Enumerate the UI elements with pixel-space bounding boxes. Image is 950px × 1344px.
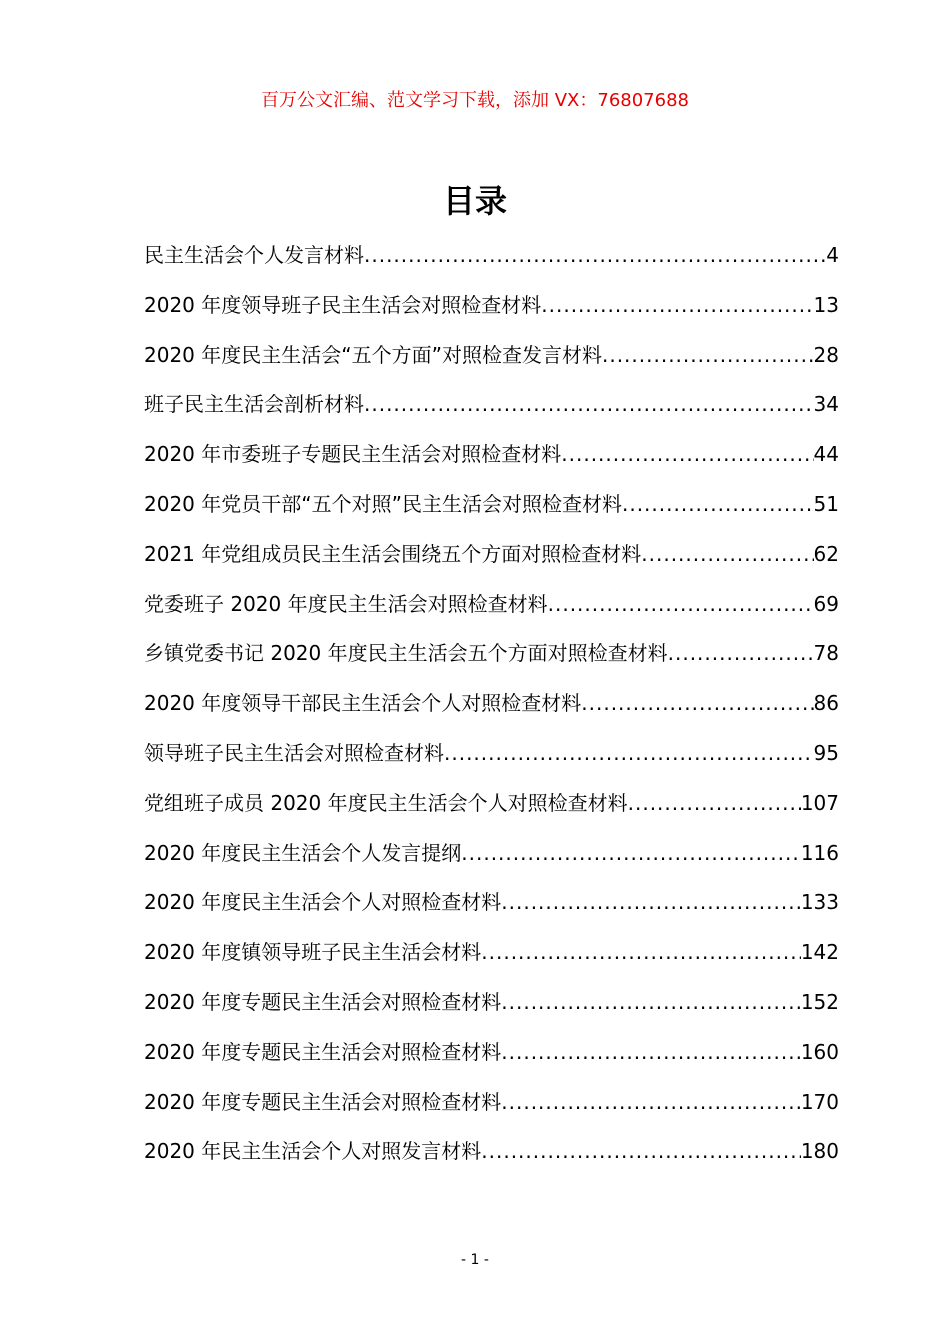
promo-header: 百万公文汇编、范文学习下载，添加 VX：76807688	[261, 90, 689, 111]
toc-entry-page: 28	[813, 342, 839, 367]
toc-entry-page: 170	[800, 1089, 839, 1114]
toc-dot-leader	[561, 435, 813, 473]
toc-entry[interactable]	[144, 286, 839, 336]
toc-dot-leader	[501, 883, 801, 921]
toc-dot-leader	[548, 585, 814, 623]
toc-dot-leader	[501, 1083, 801, 1121]
toc-entry-page: 133	[800, 890, 839, 915]
toc-entry[interactable]	[144, 684, 839, 734]
toc-entry-title: 2020 年市委班子专题民主生活会对照检查材料	[144, 442, 562, 467]
toc-entry-page: 86	[813, 691, 839, 716]
toc-entry[interactable]	[144, 236, 839, 286]
toc-entry[interactable]	[144, 485, 839, 535]
toc-entry-title: 2020 年党员干部“五个对照”民主生活会对照检查材料	[144, 491, 622, 516]
toc-entry-page: 34	[813, 392, 839, 417]
toc-entry-page: 78	[813, 641, 839, 666]
toc-entry[interactable]	[144, 933, 839, 983]
toc-dot-leader	[364, 236, 826, 274]
toc-entry[interactable]	[144, 585, 839, 635]
toc-entry[interactable]	[144, 435, 839, 485]
toc-entry[interactable]	[144, 1083, 839, 1133]
toc-entry-title: 2020 年度领导班子民主生活会对照检查材料	[144, 292, 542, 317]
toc-entry[interactable]	[144, 734, 839, 784]
page-number: - 1 -	[461, 1252, 489, 1268]
toc-entry-page: 13	[813, 292, 839, 317]
table-of-contents	[144, 236, 839, 1182]
toc-entry-page: 95	[813, 740, 839, 765]
toc-dot-leader	[481, 933, 801, 971]
toc-entry-title: 民主生活会个人发言材料	[144, 243, 364, 267]
toc-entry-title: 乡镇党委书记 2020 年度民主生活会五个方面对照检查材料	[144, 641, 668, 666]
toc-dot-leader	[444, 734, 814, 772]
toc-entry[interactable]	[144, 883, 839, 933]
toc-entry-title: 2020 年度民主生活会“五个方面”对照检查发言材料	[144, 342, 602, 367]
toc-dot-leader	[581, 684, 813, 722]
toc-entry-page: 107	[800, 790, 839, 815]
toc-entry[interactable]	[144, 834, 839, 884]
toc-entry-title: 2020 年民主生活会个人对照发言材料	[144, 1139, 482, 1164]
toc-entry[interactable]	[144, 535, 839, 585]
toc-dot-leader	[641, 535, 813, 573]
toc-entry-page: 44	[813, 442, 839, 467]
toc-entry-title: 2020 年度民主生活会个人发言提纲	[144, 840, 462, 865]
toc-entry-page: 4	[826, 243, 839, 267]
toc-entry-page: 160	[800, 1039, 839, 1064]
toc-dot-leader	[628, 784, 801, 822]
toc-entry-title: 领导班子民主生活会对照检查材料	[144, 740, 444, 765]
toc-entry[interactable]	[144, 784, 839, 834]
toc-entry-page: 51	[813, 491, 839, 516]
toc-entry-title: 2020 年度专题民主生活会对照检查材料	[144, 1039, 502, 1064]
toc-entry[interactable]	[144, 385, 839, 435]
toc-entry[interactable]	[144, 1033, 839, 1083]
toc-entry-page: 62	[813, 541, 839, 566]
toc-dot-leader	[481, 1132, 801, 1170]
toc-entry-page: 69	[813, 591, 839, 616]
toc-dot-leader	[461, 834, 801, 872]
toc-entry-title: 2021 年党组成员民主生活会围绕五个方面对照检查材料	[144, 541, 642, 566]
toc-dot-leader	[501, 983, 801, 1021]
page-title: 目录	[442, 182, 507, 220]
toc-dot-leader	[501, 1033, 801, 1071]
toc-entry-page: 142	[800, 940, 839, 965]
toc-dot-leader	[602, 336, 814, 374]
toc-entry-title: 2020 年度领导干部民主生活会个人对照检查材料	[144, 691, 582, 716]
toc-entry-title: 党组班子成员 2020 年度民主生活会个人对照检查材料	[144, 790, 628, 815]
toc-entry-title: 班子民主生活会剖析材料	[144, 392, 364, 417]
toc-dot-leader	[668, 634, 814, 672]
toc-entry-page: 152	[800, 989, 839, 1014]
toc-entry[interactable]	[144, 1132, 839, 1182]
toc-dot-leader	[364, 385, 814, 423]
toc-entry[interactable]	[144, 983, 839, 1033]
toc-dot-leader	[622, 485, 814, 523]
toc-entry-page: 116	[800, 840, 839, 865]
toc-entry-title: 2020 年度镇领导班子民主生活会材料	[144, 940, 482, 965]
toc-entry-title: 党委班子 2020 年度民主生活会对照检查材料	[144, 591, 548, 616]
toc-entry-page: 180	[800, 1139, 839, 1164]
toc-entry-title: 2020 年度民主生活会个人对照检查材料	[144, 890, 502, 915]
toc-entry[interactable]	[144, 634, 839, 684]
toc-entry[interactable]	[144, 336, 839, 386]
toc-entry-title: 2020 年度专题民主生活会对照检查材料	[144, 989, 502, 1014]
toc-dot-leader	[541, 286, 813, 324]
toc-entry-title: 2020 年度专题民主生活会对照检查材料	[144, 1089, 502, 1114]
